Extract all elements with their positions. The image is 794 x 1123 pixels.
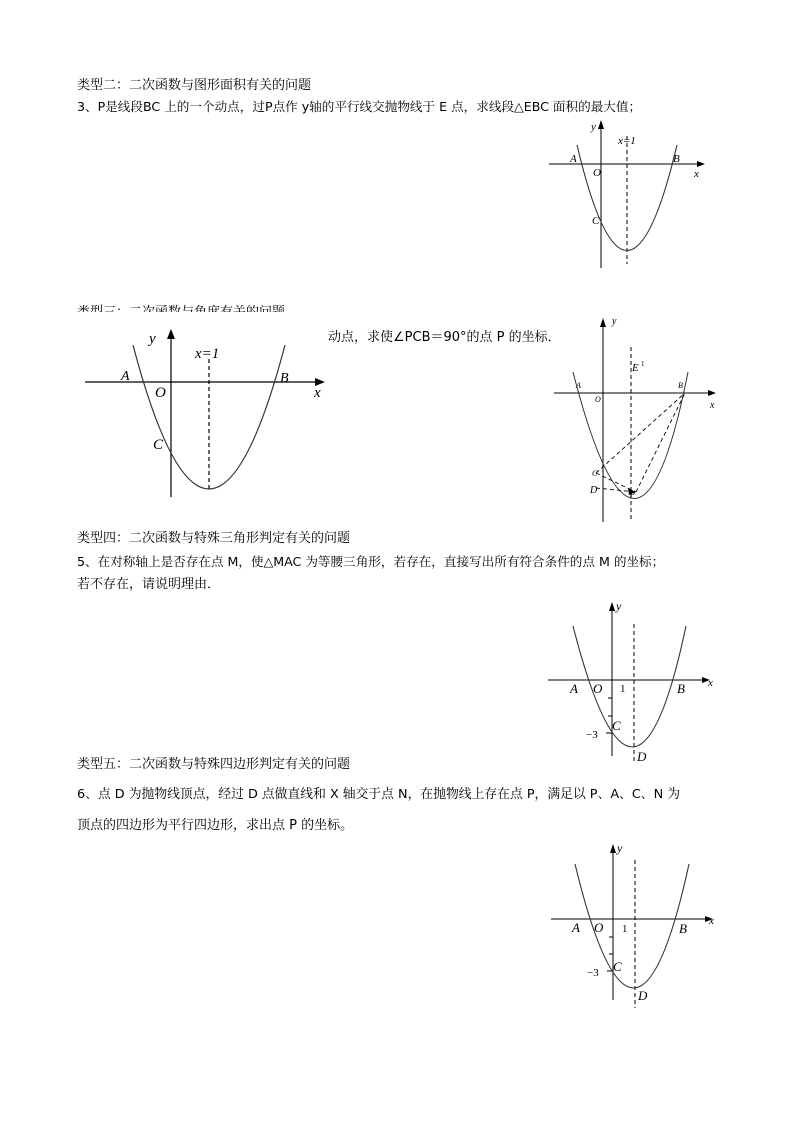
point-d-label: D	[638, 988, 648, 1003]
point-c-label: C	[592, 469, 598, 478]
point-d-label: D	[590, 485, 598, 496]
origin-label: O	[594, 920, 604, 935]
point-e-mark: 1	[641, 360, 645, 368]
x-label: x	[314, 385, 321, 401]
y-label: y	[149, 331, 156, 347]
point-d-label: D	[637, 749, 647, 764]
point-c-label: C	[153, 437, 164, 453]
point-b-label: B	[678, 381, 683, 390]
tick-1-label: 1	[620, 683, 626, 695]
tick-neg3-label: −3	[587, 967, 599, 979]
x-label: x	[708, 677, 713, 689]
x-label: x	[694, 168, 699, 180]
point-a-label: A	[570, 153, 577, 165]
tick-neg3-label: −3	[586, 729, 598, 741]
point-c-label: C	[613, 959, 622, 974]
section2-title: 类型二：二次函数与图形面积有关的问题	[77, 78, 312, 93]
line-cb	[596, 393, 685, 473]
point-p-label: P	[630, 490, 635, 499]
point-a-label: A	[576, 381, 581, 390]
x-label: x	[710, 400, 715, 411]
origin-label: O	[155, 385, 166, 401]
point-b-label: B	[677, 681, 685, 696]
graph-q4-right	[552, 312, 722, 527]
question4-text-partial: 动点，求使∠PCB＝90°的点 P 的坐标．	[328, 330, 561, 345]
origin-label: O	[595, 395, 601, 404]
graph-q4-large	[85, 325, 330, 503]
graph-q6	[545, 840, 725, 1012]
point-b-label: B	[673, 153, 680, 165]
point-c-label: C	[592, 215, 600, 227]
x-label: x	[709, 915, 714, 927]
y-label: y	[617, 841, 623, 855]
question6-line1: 6、点 D 为抛物线顶点，经过 D 点做直线和 X 轴交于点 N，在抛物线上存在点 P，满足以 P、A、C、N 为	[77, 787, 681, 802]
question6-line2: 顶点的四边形为平行四边形，求出点 P 的坐标。	[77, 818, 354, 833]
section5-title: 类型五：二次函数与特殊四边形判定有关的问题	[77, 757, 351, 772]
point-b-label: B	[280, 371, 289, 386]
y-axis-arrow	[610, 844, 616, 853]
question5-line2: 若不存在，请说明理由．	[77, 577, 221, 592]
axis-label: x=1	[195, 346, 220, 362]
origin-label: O	[593, 681, 603, 696]
y-label: y	[591, 121, 596, 133]
y-label: y	[616, 599, 622, 613]
point-e-label: E	[632, 362, 639, 374]
y-axis-arrow	[600, 318, 606, 327]
y-axis-arrow	[167, 329, 175, 339]
x-axis-arrow	[708, 390, 716, 396]
y-axis-arrow	[609, 602, 615, 611]
y-axis-arrow	[598, 120, 604, 129]
axis-label: x=1	[618, 135, 636, 147]
origin-label: O	[593, 167, 601, 179]
question5-line1: 5、在对称轴上是否存在点 M，使△MAC 为等腰三角形，若存在，直接写出所有符合条件的点 M 的坐标；	[77, 554, 665, 569]
question3-text: 3、P是线段BC 上的一个动点，过P点作 y轴的平行线交抛物线于 E 点，求线段△EBC 面积的最大值；	[77, 99, 642, 114]
point-c-label: C	[612, 718, 621, 733]
x-axis-arrow	[697, 161, 705, 167]
tick-1-label: 1	[622, 923, 628, 935]
section4-title: 类型四：二次函数与特殊三角形判定有关的问题	[77, 531, 351, 546]
graph-q5	[540, 598, 720, 770]
point-a-label: A	[121, 369, 130, 384]
point-b-label: B	[679, 921, 687, 936]
y-label: y	[612, 316, 617, 327]
line-pb	[636, 393, 685, 492]
point-a-label: A	[572, 920, 580, 935]
point-a-label: A	[570, 681, 578, 696]
graph-q3	[545, 118, 715, 273]
